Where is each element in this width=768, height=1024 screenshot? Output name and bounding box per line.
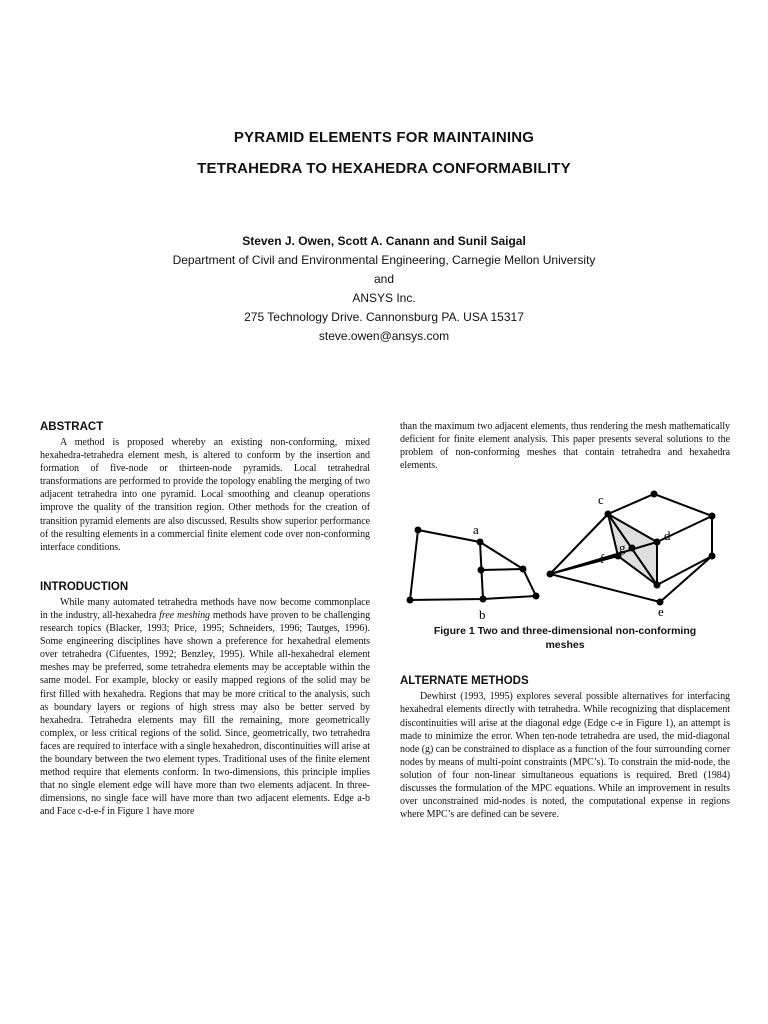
figure-1-diagram <box>400 490 730 620</box>
affiliation-conjunction: and <box>373 272 395 286</box>
affiliation-2: ANSYS Inc. <box>352 291 416 305</box>
alternate-methods-heading: ALTERNATE METHODS <box>400 675 529 688</box>
introduction-text <box>40 596 370 819</box>
figure-1 <box>400 490 730 620</box>
abstract-heading: ABSTRACT <box>40 421 104 433</box>
label-g: g <box>619 540 626 556</box>
intro-text-part-2: methods have proven to be challenging research topics (Blacker, 1993; Price, 1995; Schneiders, 1996; Tautges, 1996). Some engineering disciplines have shown a preference for hexahedral elements over tetrahedra (Cifuentes, 1992; Benzley, 1995). While all-hexahedral element meshes may be preferred, some tetrahedra elements may be acceptable within the same model. For example, blocky or easily mapped regions of the solid may be first filled with hexahedra. Regions that may be more critical to the analysis, such as boundary layers or regions of high stress may also be better served by hexahedra. Tetrahedra elements may fill the remaining, more geometrically complex, or less critical regions of the solid. Since, geometrically, two tetrahedra faces are required to interface with a single hexahedron, discontinuities will arise at the boundary between the two element types. Traditional uses of the finite element method require that elements conform. In two-dimensions, this principle implies that no single element edge will have more than two elements adjacent. In three-dimensions, no single face will have more than two adjacent elements. Edge a-b and Face c-d-e-f in Figure 1 have more <box>40 609 371 818</box>
abstract-text: A method is proposed whereby an existing non-conforming, mixed hexahedra-tetrahedra element mesh, is altered to conform by the insertion and formation of five-node or thirteen-node pyramids. Local tetrahedral transformations are performed to provide the topology enabling the merging of two adjacent tetrahedra into one pyramid. Local smoothing and cleanup operations improve the quality of the transition region. Other methods for the creation of transition pyramid elements are also discussed. Results show superior performance of the resulting elements in a commercial finite element code over non-conforming interface conditions. <box>40 437 370 553</box>
right-column <box>400 420 730 821</box>
left-column <box>40 420 370 818</box>
label-a: a <box>473 522 479 538</box>
author-block <box>0 232 768 346</box>
affiliation-1: Department of Civil and Environmental Engineering, Carnegie Mellon University <box>172 253 596 267</box>
title-line-1: PYRAMID ELEMENTS FOR MAINTAINING <box>233 129 535 146</box>
figure-1-caption <box>400 624 730 652</box>
caption-line-1: Figure 1 Two and three-dimensional non-conforming <box>433 625 697 638</box>
label-f: f <box>600 551 605 567</box>
paper-title <box>0 128 768 179</box>
author-names: Steven J. Owen, Scott A. Canann and Sunil Saigal <box>242 234 526 248</box>
label-d: d <box>664 528 671 544</box>
email: steve.owen@ansys.com <box>318 329 450 343</box>
2d-mesh <box>410 530 536 600</box>
title-line-2: TETRAHEDRA TO HEXAHEDRA CONFORMABILITY <box>197 160 571 177</box>
intro-text-part-1: While many automated tetrahedra methods have now become commonplace in the industry, all-hexahedra <box>40 596 370 621</box>
label-c: c <box>598 492 604 508</box>
2d-left-quad <box>410 530 483 600</box>
2d-nodes <box>407 527 540 604</box>
introduction-heading: INTRODUCTION <box>40 580 129 593</box>
2d-mid-edge <box>481 569 523 570</box>
label-b: b <box>479 607 486 621</box>
alternate-methods-text: Dewhirst (1993, 1995) explores several possible alternatives for interfacing hexahedral elements directly with tetrahedra. While recognizing that displacement discontinuities will arise at the diagonal edge (Edge c-e in Figure 1), an attempt is made to minimize the error. When ten-node tetrahedra are used, the mid-diagonal node (g) can be constrained to displace as a function of the four surrounding corner nodes by means of multi-point constraints (MPC’s). To constrain the mid-node, the solution of four non-linear simultaneous equations is required. Bretl (1984) discusses the formulation of the MPC equations. While an improvement in results over unconstrained mid-nodes is noted, the computational expense in regions where MPC’s are defined can be severe. <box>400 691 730 821</box>
caption-line-2: meshes <box>545 639 585 652</box>
continuation-text: than the maximum two adjacent elements, thus rendering the mesh mathematically deficient for finite element analysis. This paper presents several solutions to the problem of non-conforming meshes that contain tetrahedra and hexahedra elements. <box>400 421 730 472</box>
label-e: e <box>658 604 664 620</box>
intro-italic-term: free meshing <box>159 609 210 621</box>
address: 275 Technology Drive. Cannonsburg PA. USA 15317 <box>244 310 524 324</box>
